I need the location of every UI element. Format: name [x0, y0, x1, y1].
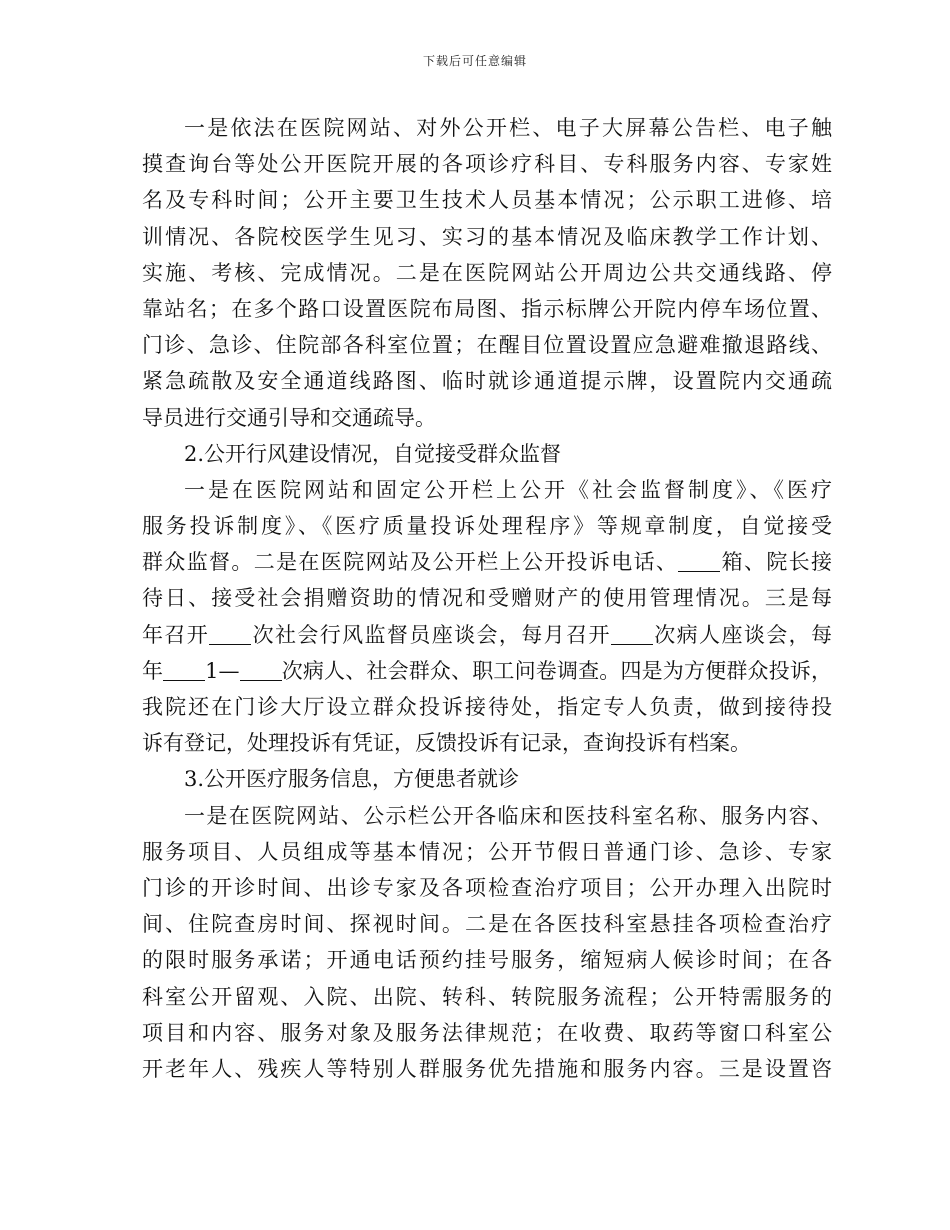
line-text: 年 — [142, 658, 164, 683]
text-line — [142, 291, 832, 327]
text-line — [142, 110, 832, 146]
line-text: 服务投诉制度》、《医疗质量投诉处理程序》等规章制度，自觉接受 — [142, 514, 832, 539]
text-line — [142, 146, 832, 182]
text-line — [142, 182, 832, 218]
line-text: 门诊、急诊、住院部各科室位置；在醒目位置设置应急避难撤退路线、 — [142, 333, 832, 358]
line-text: 2.公开行风建设情况，自觉接受群众监督 — [184, 441, 562, 466]
line-text: 开老年人、残疾人等特别人群服务优先措施和服务内容。三是设置咨 — [142, 1056, 832, 1081]
line-text: 科室公开留观、入院、出院、转科、转院服务流程；公开特需服务的 — [142, 984, 832, 1009]
text-line — [142, 617, 832, 653]
line-text: 实施、考核、完成情况。二是在医院网站公开周边公共交通线路、停 — [142, 260, 832, 285]
line-text: 诉有登记，处理投诉有凭证，反馈投诉有记录，查询投诉有档案。 — [142, 731, 751, 756]
line-text: 紧急疏散及安全通道线路图、临时就诊通道提示牌，设置院内交通疏 — [142, 369, 832, 394]
line-text: 群众监督。二是在医院网站及公开栏上公开投诉电话、 — [142, 550, 679, 575]
line-text-continued: 次社会行风监督员座谈会，每月召开 — [251, 622, 611, 647]
text-line — [142, 255, 832, 291]
line-text: 项目和内容、服务对象及服务法律规范；在收费、取药等窗口科室公 — [142, 1020, 832, 1045]
line-text-continued: 次病人座谈会，每 — [652, 622, 833, 647]
fill-in-blank — [611, 622, 653, 645]
text-line — [142, 689, 832, 725]
text-line — [142, 544, 832, 580]
fill-in-blank — [163, 658, 205, 681]
text-line — [142, 798, 832, 834]
text-line — [142, 436, 832, 472]
line-text: 摸查询台等处公开医院开展的各项诊疗科目、专科服务内容、专家姓 — [142, 152, 832, 177]
text-line — [142, 906, 832, 942]
text-line — [142, 942, 832, 978]
line-text: 一是依法在医院网站、对外公开栏、电子大屏幕公告栏、电子触 — [184, 116, 832, 140]
text-line — [142, 580, 832, 616]
line-text: 名及专科时间；公开主要卫生技术人员基本情况；公示职工进修、培 — [142, 188, 832, 213]
line-text: 导员进行交通引导和交通疏导。 — [142, 405, 436, 430]
text-line — [142, 761, 832, 797]
text-line — [142, 1051, 832, 1087]
line-text: 3.公开医疗服务信息，方便患者就诊 — [184, 767, 520, 792]
line-text-continued: 次病人、社会群众、职工问卷调查。四是为方便群众投诉， — [281, 658, 832, 683]
text-line — [142, 834, 832, 870]
text-line — [142, 508, 832, 544]
text-line — [142, 363, 832, 399]
line-text: 服务项目、人员组成等基本情况；公开节假日普通门诊、急诊、专家 — [142, 839, 832, 864]
document-body — [142, 110, 832, 1087]
text-line — [142, 725, 832, 761]
line-text-continued: 1— — [205, 658, 240, 683]
line-text: 待日、接受社会捐赠资助的情况和受赠财产的使用管理情况。三是每 — [142, 586, 832, 611]
line-text: 的限时服务承诺；开通电话预约挂号服务，缩短病人候诊时间；在各 — [142, 948, 832, 973]
line-text: 门诊的开诊时间、出诊专家及各项检查治疗项目；公开办理入出院时 — [142, 875, 832, 900]
text-line — [142, 400, 832, 436]
text-line — [142, 219, 832, 255]
text-line — [142, 870, 832, 906]
text-line — [142, 1015, 832, 1051]
text-line — [142, 979, 832, 1015]
line-text: 间、住院查房时间、探视时间。二是在各医技科室悬挂各项检查治疗 — [142, 912, 832, 937]
line-text: 我院还在门诊大厅设立群众投诉接待处，指定专人负责，做到接待投 — [142, 695, 832, 719]
line-text: 一是在医院网站和固定公开栏上公开《社会监督制度》、《医疗 — [184, 477, 832, 502]
fill-in-blank — [240, 658, 282, 681]
text-line — [142, 472, 832, 508]
line-text: 年召开 — [142, 622, 210, 647]
line-text-continued: 箱、院长接 — [720, 550, 833, 575]
fill-in-blank — [209, 622, 251, 645]
line-text: 一是在医院网站、公示栏公开各临床和医技科室名称、服务内容、 — [184, 803, 832, 828]
text-line — [142, 653, 832, 689]
page-header: 下载后可任意编辑 — [422, 54, 527, 68]
text-line — [142, 327, 832, 363]
line-text: 靠站名；在多个路口设置医院布局图、指示标牌公开院内停车场位置、 — [142, 296, 832, 321]
line-text: 训情况、各院校医学生见习、实习的基本情况及临床教学工作计划、 — [142, 224, 832, 249]
fill-in-blank — [678, 549, 720, 572]
